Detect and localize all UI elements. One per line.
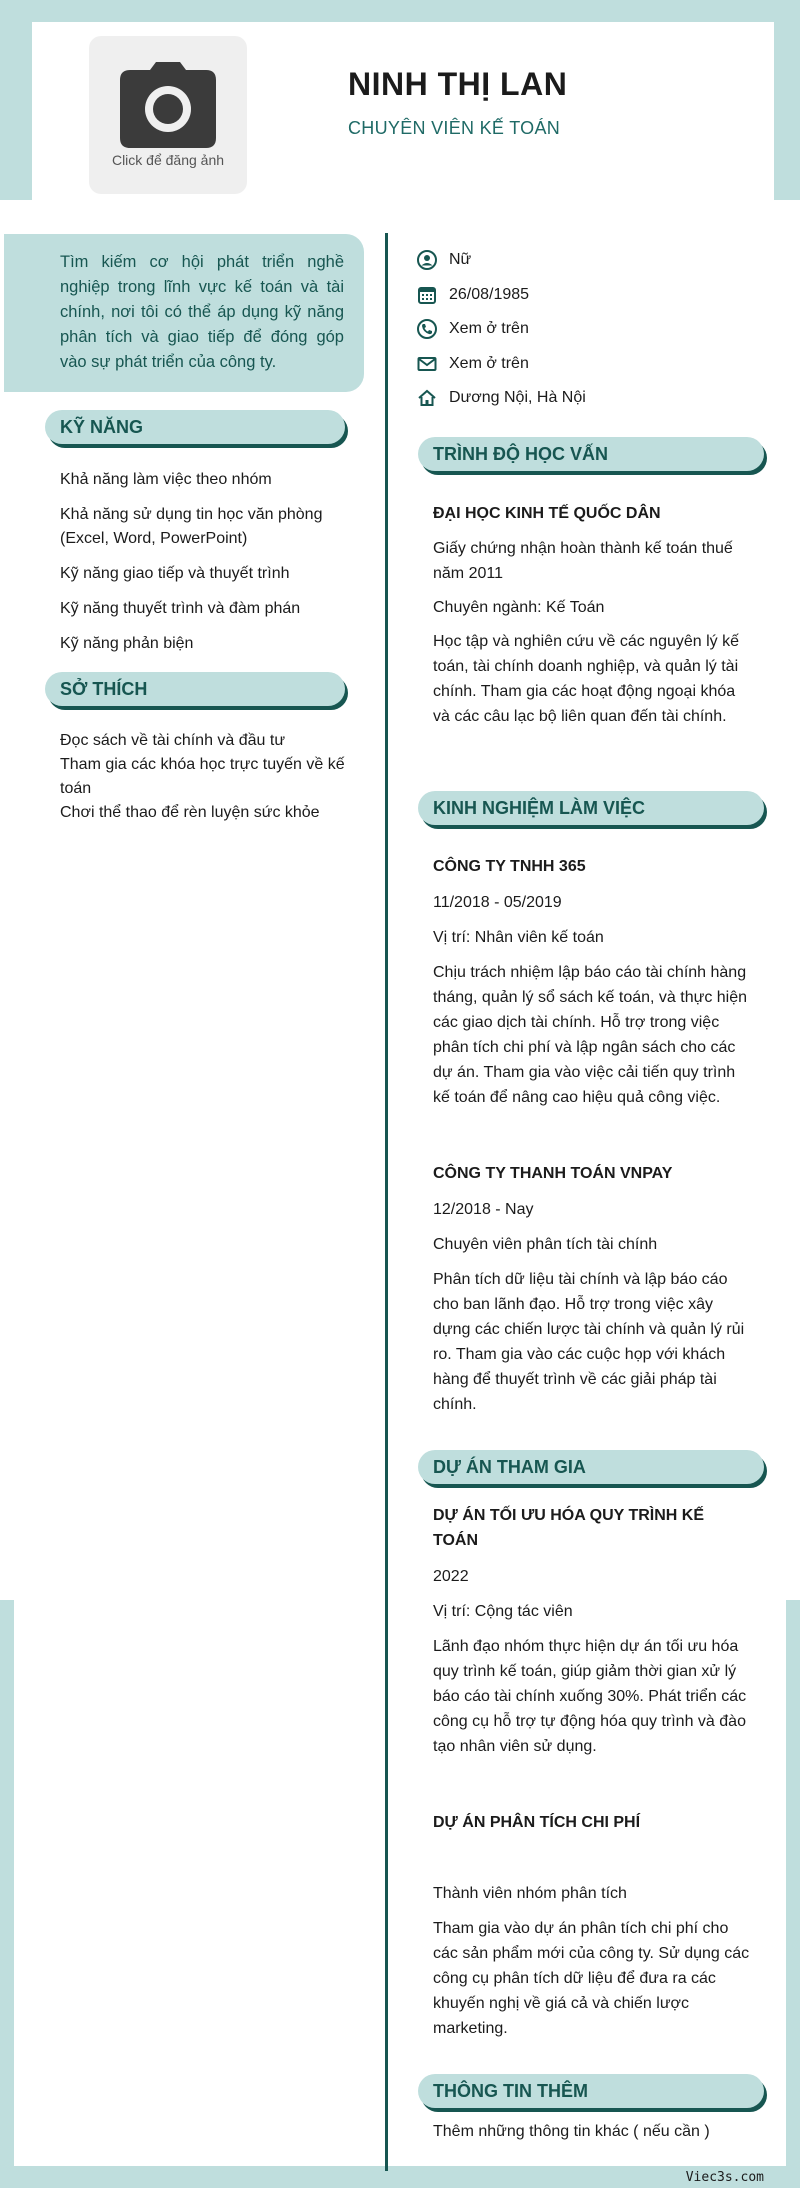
- list-item: Tham gia các khóa học trực tuyến về kế toán: [60, 756, 345, 797]
- project-role: Vị trí: Cộng tác viên: [433, 1603, 573, 1620]
- extra-heading: THÔNG TIN THÊM: [418, 2074, 764, 2108]
- job-title: CHUYÊN VIÊN KẾ TOÁN: [348, 118, 561, 138]
- frame-left-bottom: [0, 1600, 14, 2188]
- project-role: Thành viên nhóm phân tích: [433, 1885, 627, 1902]
- contact-phone: [417, 312, 586, 347]
- education-major: Chuyên ngành: Kế Toán: [433, 599, 605, 616]
- job-description: Chịu trách nhiệm lập báo cáo tài chính hàng tháng, quản lý sổ sách kế toán, và thực hiện các giao dịch tài chính. Hỗ trợ trong việc phân tích chi phí và lập ngân sách cho các dự án. Tham gia vào việc cải tiến quy trình kế toán để nâng cao hiệu quả công việc.: [433, 964, 748, 1106]
- candidate-name: NINH THỊ LAN: [348, 66, 568, 102]
- job-entry: [433, 854, 753, 1110]
- education-heading: TRÌNH ĐỘ HỌC VẤN: [418, 437, 764, 471]
- project-year: 2022: [433, 1568, 469, 1585]
- projects-heading: DỰ ÁN THAM GIA: [418, 1450, 764, 1484]
- calendar-icon: [417, 285, 437, 305]
- column-divider: [385, 233, 388, 2171]
- list-item: Đọc sách về tài chính và đầu tư: [60, 732, 286, 749]
- home-icon: [417, 388, 437, 408]
- gender-value: Nữ: [449, 251, 472, 269]
- camera-icon: [120, 62, 216, 148]
- phone-value: Xem ở trên: [449, 320, 529, 338]
- objective-text: Tìm kiếm cơ hội phát triển nghề nghiệp trong lĩnh vực kế toán và tài chính, nơi tôi có thể áp dụng kỹ năng phân tích và giao tiếp để đóng góp vào sự phát triển của công ty.: [60, 253, 344, 371]
- email-icon: [417, 354, 437, 374]
- list-item: Khả năng sử dụng tin học văn phòng (Excel, Word, PowerPoint): [60, 506, 323, 547]
- project-entry: [433, 1503, 753, 1759]
- address-value: Dương Nội, Hà Nội: [449, 389, 586, 407]
- hobbies-list: [60, 729, 360, 825]
- project-name: DỰ ÁN PHÂN TÍCH CHI PHÍ: [433, 1814, 641, 1831]
- project-entry: [433, 1810, 753, 2041]
- birthday-value: 26/08/1985: [449, 285, 530, 303]
- list-item: Khả năng làm việc theo nhóm: [60, 471, 272, 488]
- email-value: Xem ở trên: [449, 354, 529, 372]
- education-description: Học tập và nghiên cứu về các nguyên lý kế toán, tài chính doanh nghiệp, và quản lý tài chính. Tham gia các hoạt động ngoại khóa và các câu lạc bộ liên quan đến tài chính.: [433, 633, 739, 725]
- skills-heading: KỸ NĂNG: [45, 410, 345, 444]
- job-position: Chuyên viên phân tích tài chính: [433, 1236, 658, 1253]
- education-section: [433, 501, 753, 729]
- contact-gender: [417, 243, 586, 278]
- frame-right-bottom: [786, 1600, 800, 2188]
- job-position: Vị trí: Nhân viên kế toán: [433, 929, 604, 946]
- contact-birthday: [417, 278, 586, 313]
- frame-right-top: [774, 0, 800, 200]
- photo-upload[interactable]: [89, 36, 247, 194]
- project-description: Tham gia vào dự án phân tích chi phí cho các sản phẩm mới của công ty. Sử dụng các công cụ phân tích dữ liệu để đưa ra các khuyến nghị về giá cả và chiến lược marketing.: [433, 1920, 750, 2037]
- extra-section: [433, 2119, 753, 2144]
- job-description: Phân tích dữ liệu tài chính và lập báo cáo cho ban lãnh đạo. Hỗ trợ trong việc xây dựng các chiến lược tài chính và quản lý rủi ro. Tham gia vào các cuộc họp với khách hàng để thuyết trình về các giải pháp tài chính.: [433, 1271, 745, 1413]
- project-name: DỰ ÁN TỐI ƯU HÓA QUY TRÌNH KẾ TOÁN: [433, 1507, 704, 1549]
- education-certificate: Giấy chứng nhận hoàn thành kế toán thuế năm 2011: [433, 540, 733, 582]
- company-name: CÔNG TY THANH TOÁN VNPAY: [433, 1165, 673, 1182]
- hobbies-heading: SỞ THÍCH: [45, 672, 345, 706]
- user-icon: [417, 250, 437, 270]
- job-period: 11/2018 - 05/2019: [433, 894, 562, 911]
- list-item: Kỹ năng thuyết trình và đàm phán: [60, 600, 301, 617]
- contact-email: [417, 347, 586, 382]
- frame-left-top: [0, 0, 32, 200]
- school-name: ĐẠI HỌC KINH TẾ QUỐC DÂN: [433, 505, 661, 522]
- header-notch: [32, 160, 73, 200]
- list-item: Chơi thể thao để rèn luyện sức khỏe: [60, 804, 320, 821]
- contact-info: [417, 243, 586, 416]
- skills-list: [60, 468, 360, 667]
- career-objective: [4, 234, 364, 392]
- list-item: Kỹ năng giao tiếp và thuyết trình: [60, 565, 290, 582]
- extra-text: Thêm những thông tin khác ( nếu cần ): [433, 2123, 710, 2140]
- frame-bottom: [0, 2166, 800, 2188]
- phone-icon: [417, 319, 437, 339]
- company-name: CÔNG TY TNHH 365: [433, 858, 586, 875]
- list-item: Kỹ năng phản biện: [60, 635, 194, 652]
- project-description: Lãnh đạo nhóm thực hiện dự án tối ưu hóa quy trình kế toán, giúp giảm thời gian xử lý báo cáo tài chính xuống 30%. Phát triển các công cụ hỗ trợ tự động hóa quy trình và đào tạo nhân viên sử dụng.: [433, 1638, 747, 1755]
- photo-caption: Click để đăng ảnh: [111, 152, 225, 168]
- job-entry: [433, 1161, 753, 1417]
- job-period: 12/2018 - Nay: [433, 1201, 534, 1218]
- experience-heading: KINH NGHIỆM LÀM VIỆC: [418, 791, 764, 825]
- footer-brand[interactable]: Viec3s.com: [685, 2170, 764, 2185]
- contact-address: [417, 381, 586, 416]
- frame-top: [0, 0, 800, 22]
